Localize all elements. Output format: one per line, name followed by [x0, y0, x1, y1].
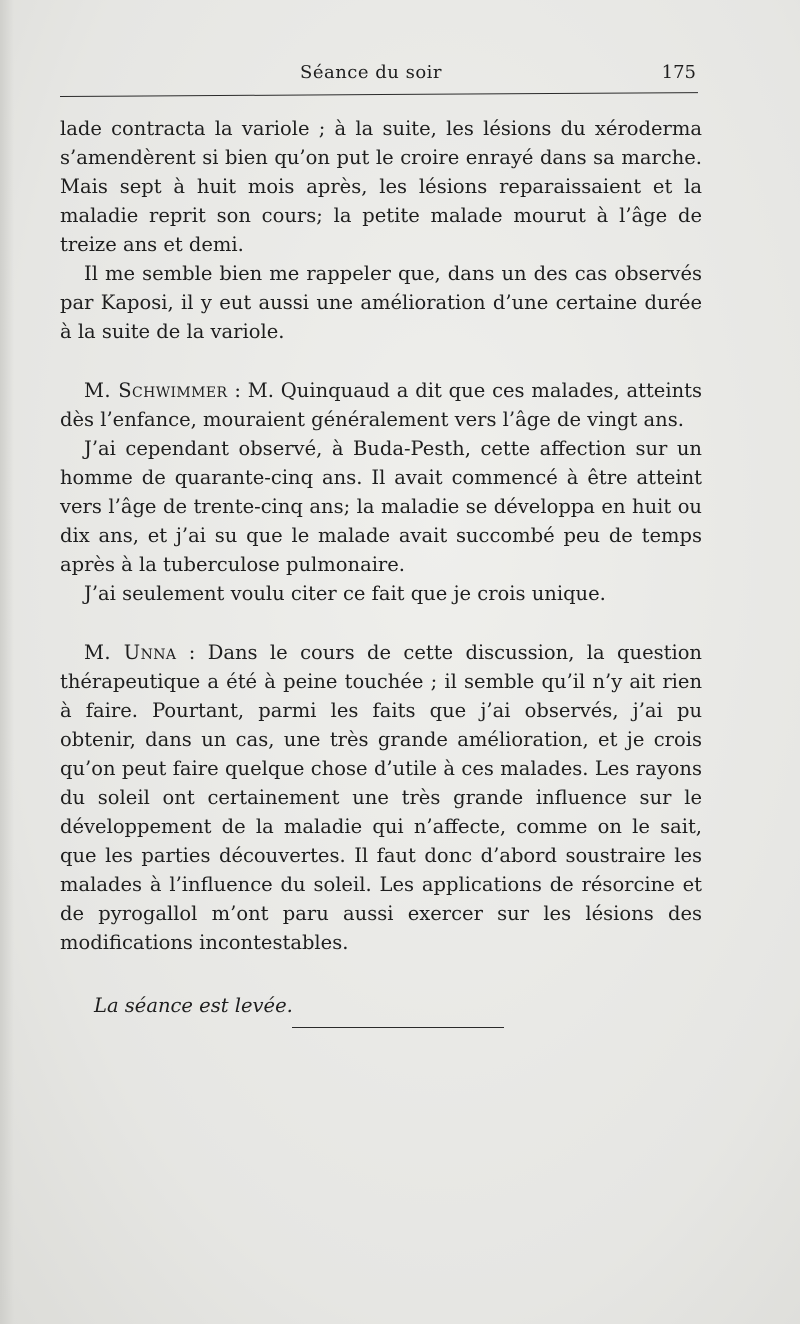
closing-line: La séance est levée.	[94, 994, 293, 1017]
paragraph-unna	[60, 638, 702, 957]
paragraph-gap	[60, 346, 702, 376]
paragraph-text: : M. Quinquaud a dit que ces malades, atteints dès l’enfance, mouraient généralement vers l’âge de vingt ans.	[60, 379, 702, 431]
paragraph-gap	[60, 608, 702, 638]
speaker-name: M. Unna	[84, 641, 177, 664]
paragraph-kaposi: Il me semble bien me rappeler que, dans un des cas observés par Kaposi, il y eut aussi une amélioration d’une certaine durée à la suite de la variole.	[60, 262, 702, 343]
end-rule	[292, 1027, 504, 1028]
paragraph-text: : Dans le cours de cette discussion, la question thérapeutique a été à peine touchée ; il semble qu’il n’y ait rien à faire. Pourtant, parmi les faits que j’ai observés, j’ai pu obtenir, dans un cas, une très grande amélioration, et je crois qu’on peut faire quelque chose d’utile à ces malades. Les rayons du soleil ont certainement une très grande influence sur le développement de la maladie qui n’affecte, comme on le sait, que les parties découvertes. Il faut donc d’abord soustraire les malades à l’influence du soleil. Les applications de résorcine et de pyrogallol m’ont paru aussi exercer sur les lésions des modifications incontestables.	[60, 641, 702, 954]
paragraph-schwimmer	[60, 376, 702, 434]
speaker-name: M. Schwimmer	[84, 379, 228, 402]
running-head: Séance du soir	[300, 62, 443, 83]
paragraph-buda-pesth: J’ai cependant observé, à Buda-Pesth, cette affection sur un homme de quarante-cinq ans. Il avait commencé à être atteint vers l’âge de trente-cinq ans; la maladie se développa en huit ou dix ans, et j’ai su que le malade avait succombé peu de temps après à la tuberculose pulmonaire.	[60, 437, 702, 576]
paragraph-unique: J’ai seulement voulu citer ce fait que je crois unique.	[84, 582, 606, 605]
body-text	[60, 114, 702, 1020]
page-number: 175	[661, 62, 696, 83]
page-header	[60, 62, 700, 88]
page-edge-shadow	[0, 0, 14, 1324]
header-rule	[60, 92, 698, 97]
paragraph-gap	[60, 957, 702, 991]
paragraph-continuation: lade contracta la variole ; à la suite, les lésions du xéroderma s’amendèrent si bien qu’on put le croire enrayé dans sa marche. Mais sept à huit mois après, les lésions reparaissaient et la maladie reprit son cours; la petite malade mourut à l’âge de treize ans et demi.	[60, 117, 702, 256]
